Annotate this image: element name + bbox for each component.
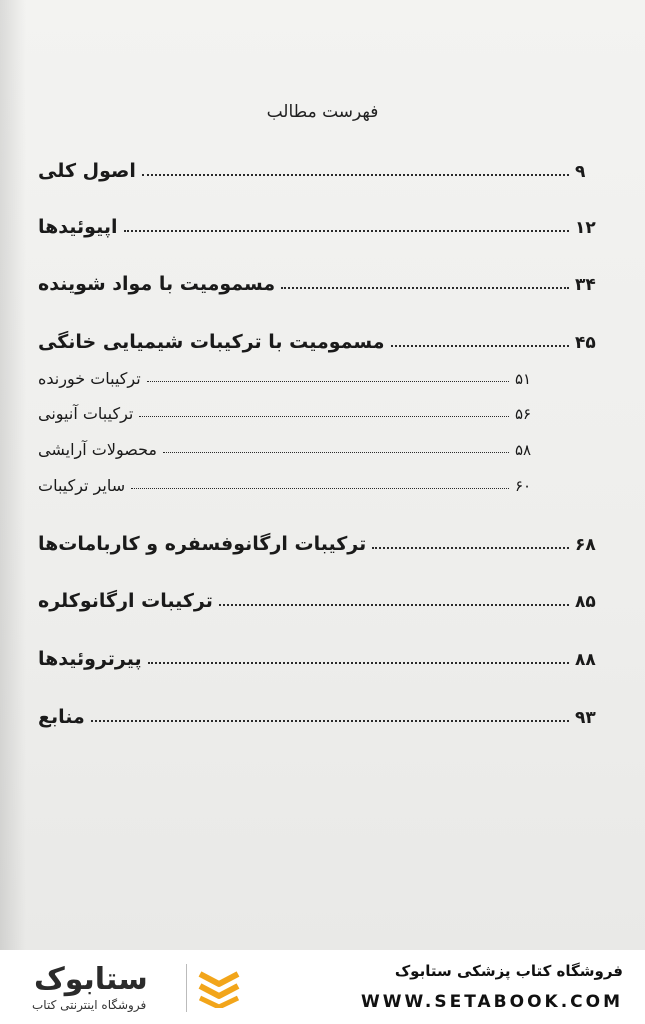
toc-title: فهرست مطالب [266,102,379,122]
toc-entry-label: منابع [38,706,85,728]
store-logo[interactable] [14,958,244,1018]
store-banner [0,950,645,1024]
dot-leader [147,380,509,382]
dot-leader [219,603,569,606]
toc-entry [38,331,605,353]
toc-page-number: ۶۸ [575,535,596,555]
toc-entry-label: ترکیبات خورنده [38,369,141,388]
dot-leader [91,719,569,722]
toc-page-number: ۴۵ [575,333,596,353]
dot-leader [372,546,569,549]
toc-entry-label: سایر ترکیبات [38,476,126,495]
toc-entry [38,533,605,555]
dot-leader [281,286,569,289]
dot-leader [124,229,570,232]
dot-leader [142,173,569,176]
toc-page-number: ۵۶ [515,405,532,423]
logo-tagline: فروشگاه اینترنتی کتاب [32,998,147,1012]
toc-subentry [38,369,545,388]
toc-page-number: ۵۱ [515,370,532,388]
store-url-link[interactable]: WWW.SETABOOK.COM [361,992,623,1012]
toc-entry [38,160,605,182]
toc-entry [38,706,605,728]
toc-page-number: ۹ [575,162,586,182]
toc-subentry [38,440,545,459]
toc-page-number: ۹۳ [575,708,596,728]
toc-entry [38,216,605,238]
logo-wordmark: ستابوک [34,962,148,997]
toc-entry-label: مسمومیت با مواد شوینده [38,273,276,295]
logo-divider [186,964,187,1012]
dot-leader [148,661,569,664]
store-name: فروشگاه کتاب پزشکی ستابوک [394,962,623,980]
toc-page-number: ۸۸ [575,650,596,670]
toc-entry [38,648,605,670]
toc-entry-label: ترکیبات ارگانوفسفره و کاربامات‌ها [38,533,367,555]
toc-page-number: ۳۴ [575,275,596,295]
toc-subentry [38,404,545,423]
toc-entry-label: پیرتروئیدها [38,648,142,670]
toc-entry-label: مسمومیت با ترکیبات شیمیایی خانگی [38,331,385,353]
toc-entry [38,590,605,612]
toc-entry-label: محصولات آرایشی [38,440,157,459]
toc-page-number: ۵۸ [515,441,532,459]
toc-page-number: ۶۰ [515,477,532,495]
dot-leader [391,344,569,347]
toc-entry [38,273,605,295]
toc-entry-label: ترکیبات ارگانوکلره [38,590,213,612]
toc-page-number: ۱۲ [575,218,596,238]
dot-leader [139,415,509,417]
dot-leader [131,487,509,489]
book-stack-icon [196,966,242,1008]
toc-subentry [38,476,545,495]
toc-page-number: ۸۵ [575,592,596,612]
dot-leader [163,451,509,453]
toc-entry-label: ترکیبات آنیونی [38,404,134,423]
toc-entry-label: اپیوئیدها [38,216,118,238]
toc-entry-label: اصول کلی [38,160,136,182]
